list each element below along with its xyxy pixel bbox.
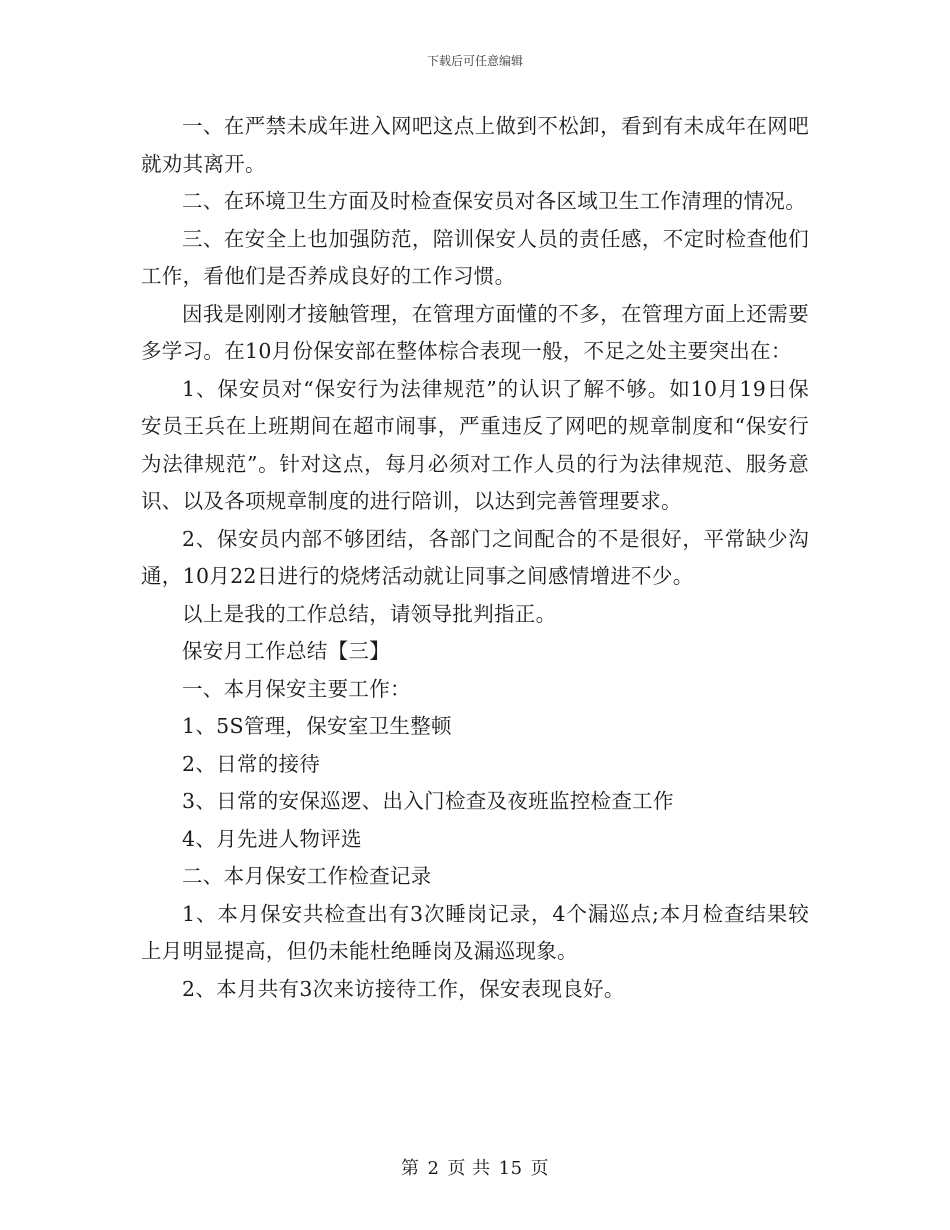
paragraph: 因我是刚刚才接触管理，在管理方面懂的不多，在管理方面上还需要多学习。在10月份保安部在整体棕合表现一般，不足之处主要突出在：: [141, 301, 809, 363]
paragraph: 以上是我的工作总结，请领导批判指正。: [182, 601, 557, 626]
list-item: 3、日常的安保巡逻、出入门检查及夜班监控检查工作: [182, 789, 674, 813]
paragraph: 1、保安员对“保安行为法律规范”的认识了解不够。如10月19日保安员王兵在上班期间在超市闹事，严重违反了网吧的规章制度和“保安行为法律规范”。针对这点，每月必须对工作人员的行为法律规范、服务意识、以及各项规章制度的进行陪训，以达到完善管理要求。: [141, 376, 809, 513]
paragraph: 2、保安员内部不够团结，各部门之间配合的不是很好，平常缺少沟通，10月22日进行的烧烤活动就让同事之间感情增进不少。: [141, 526, 809, 588]
paragraph: 三、在安全上也加强防范，陪训保安人员的责任感，不定时检查他们工作，看他们是否养成良好的工作习惯。: [141, 226, 809, 288]
paragraph: 二、本月保安工作检查记录: [182, 864, 432, 888]
page-header: 下载后可任意编辑: [426, 54, 523, 68]
list-item: 2、本月共有3次来访接待工作，保安表现良好。: [182, 976, 625, 1001]
paragraph: 二、在环境卫生方面及时检查保安员对各区域卫生工作清理的情况。: [182, 189, 806, 213]
section-title: 保安月工作总结【三】: [182, 639, 390, 663]
footer-suffix: 页: [530, 1158, 550, 1179]
footer-prefix: 第: [400, 1158, 420, 1179]
list-item: 1、本月保安共检查出有3次睡岗记录，4个漏巡点;本月检查结果较上月明显提高，但仍未能杜绝睡岗及漏巡现象。: [141, 901, 809, 963]
list-item: 1、5S管理，保安室卫生整顿: [182, 714, 452, 738]
list-item: 4、月先进人物评选: [182, 826, 362, 851]
document-body: [141, 108, 809, 1008]
paragraph: 一、在严禁未成年进入网吧这点上做到不松卸，看到有未成年在网吧就劝其离开。: [141, 114, 809, 176]
footer-total-pages: 15: [498, 1158, 523, 1179]
paragraph: 一、本月保安主要工作：: [182, 676, 411, 701]
list-item: 2、日常的接待: [182, 751, 321, 776]
page-footer: [0, 1154, 950, 1180]
footer-page-number: 2: [427, 1158, 440, 1179]
footer-middle: 页 共: [447, 1158, 491, 1179]
